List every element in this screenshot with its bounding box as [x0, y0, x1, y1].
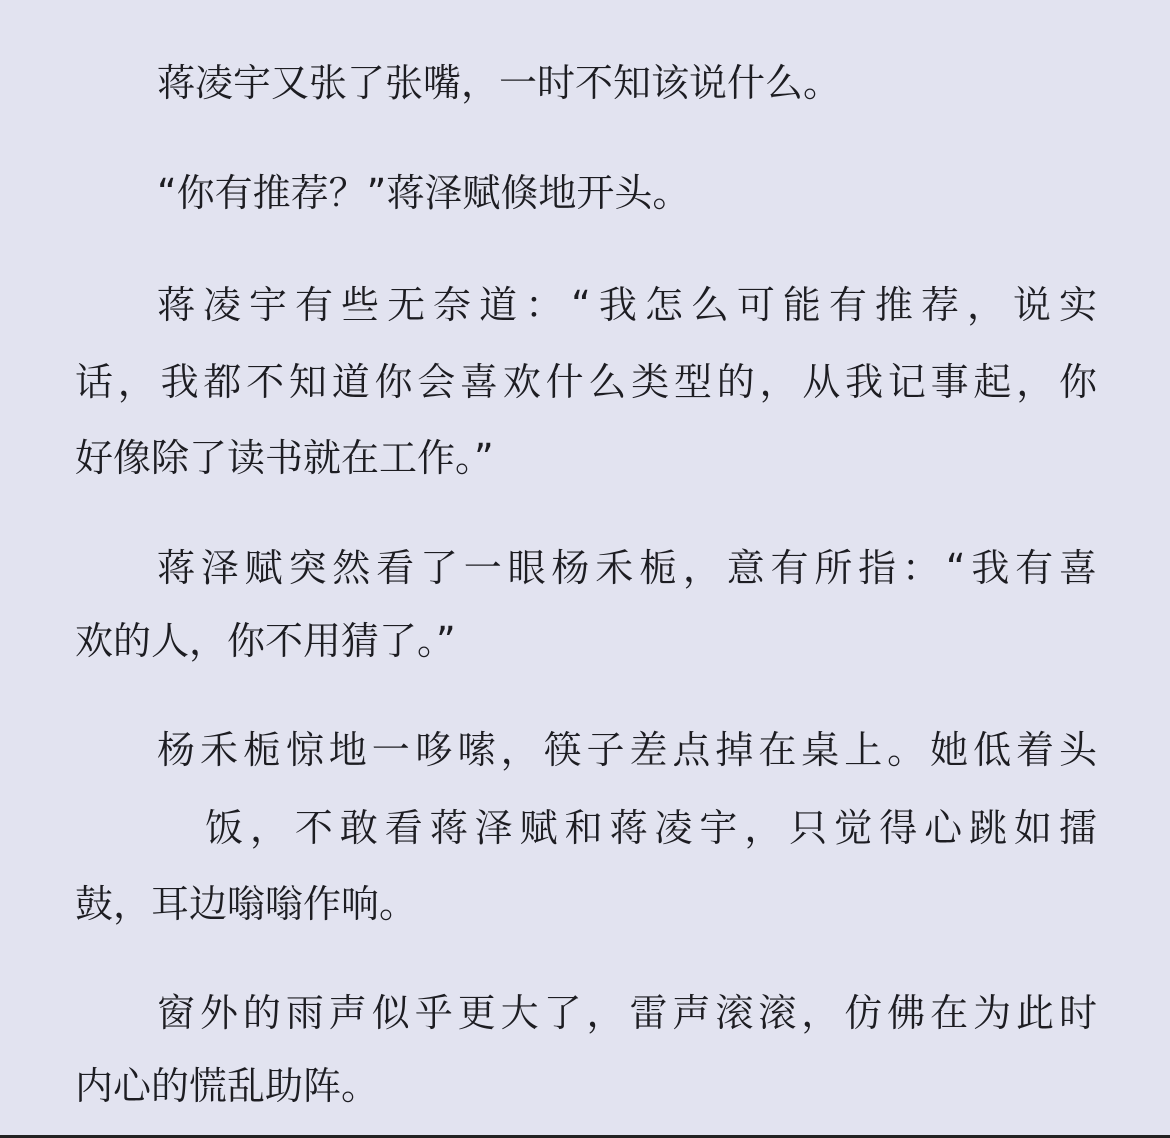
text-line: 好像除了读书就在工作。” — [75, 436, 494, 480]
text-line: 欢的人，你不用猜了。” — [75, 619, 456, 663]
text-line: 内心的慌乱助阵。 — [75, 1064, 380, 1108]
text-line: 窗外的雨声似乎更大了，雷声滚滚，仿佛在为此时 — [157, 991, 1097, 1035]
text-line: 蒋凌宇又张了张嘴，一时不知该说什么。 — [157, 61, 842, 105]
text-line: 杨禾栀惊地一哆嗦，筷子差点掉在桌上。她低着头 — [157, 728, 1097, 772]
text-line: 饭，不敢看蒋泽赋和蒋凌宇，只觉得心跳如擂 — [205, 806, 1097, 850]
text-line: 蒋泽赋突然看了一眼杨禾栀，意有所指：“我有喜 — [157, 546, 1097, 590]
text-line: “你有推荐？”蒋泽赋倏地开头。 — [157, 171, 691, 215]
text-line: 蒋凌宇有些无奈道：“我怎么可能有推荐，说实 — [157, 283, 1097, 327]
text-line: 话，我都不知道你会喜欢什么类型的，从我记事起，你 — [75, 360, 1097, 404]
text-line: 鼓，耳边嗡嗡作响。 — [75, 882, 418, 926]
